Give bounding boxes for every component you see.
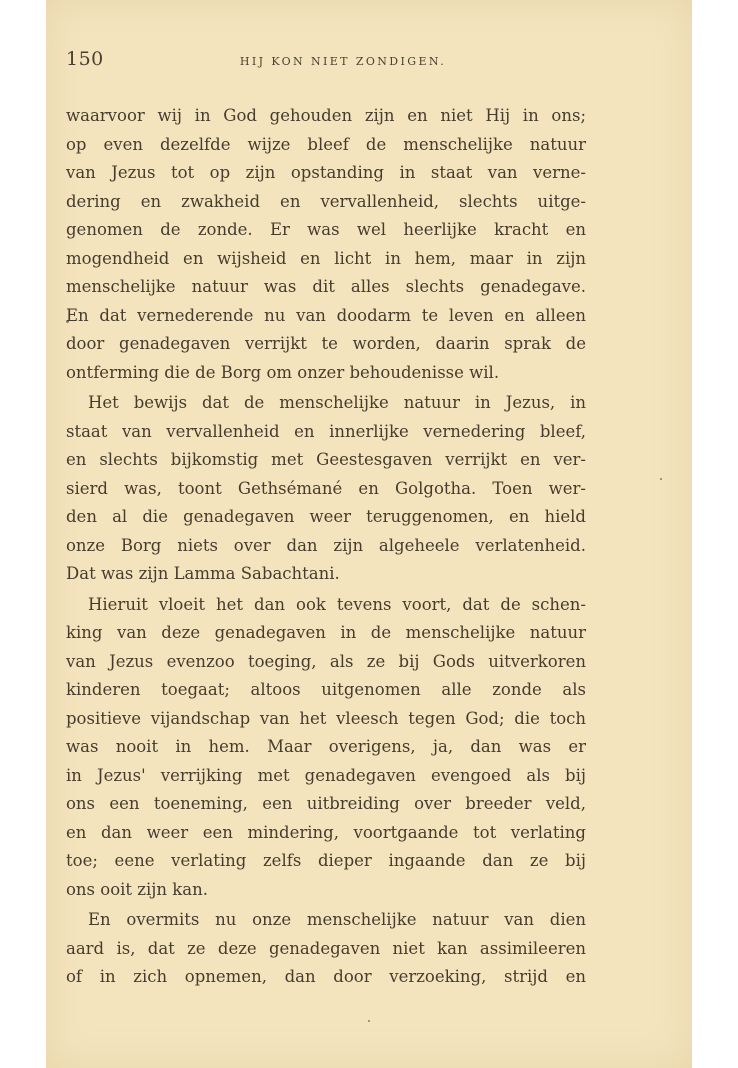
paragraph bbox=[66, 389, 586, 589]
text-line: van Jezus tot op zijn opstanding in staat van verne- bbox=[66, 163, 586, 182]
text-line: Hieruit vloeit het dan ook tevens voort, dat de schen- bbox=[88, 594, 586, 614]
paper-speck bbox=[368, 1020, 370, 1022]
paper-speck bbox=[660, 478, 662, 480]
text-line: sierd was, toont Gethsémané en Golgotha. Toen wer- bbox=[66, 478, 586, 498]
text-line: En overmits nu onze menschelijke natuur van dien bbox=[88, 910, 586, 929]
text-line: staat van vervallenheid en innerlijke vernedering bleef, bbox=[66, 421, 586, 441]
text-line: aard is, dat ze deze genadegaven niet kan assimileeren bbox=[66, 938, 586, 958]
paragraph bbox=[66, 102, 586, 387]
text-line: op even dezelfde wijze bleef de menschelijke natuur bbox=[66, 134, 586, 154]
text-line: dering en zwakheid en vervallenheid, slechts uitge- bbox=[66, 191, 586, 211]
page-number: 150 bbox=[66, 48, 104, 70]
text-line: van Jezus evenzoo toeging, als ze bij Gods uitverkoren bbox=[66, 651, 586, 671]
text-line: ons een toeneming, een uitbreiding over breeder veld, bbox=[66, 794, 586, 813]
text-line: was nooit in hem. Maar overigens, ja, dan was er bbox=[66, 737, 586, 756]
text-line: mogendheid en wijsheid en licht in hem, maar in zijn bbox=[66, 248, 586, 268]
paragraph bbox=[66, 906, 586, 992]
text-line: ons ooit zijn kan. bbox=[66, 879, 208, 899]
page-header bbox=[66, 48, 586, 74]
text-line: En dat vernederende nu van doodarm te leven en alleen bbox=[66, 305, 586, 325]
text-line: Dat was zijn Lamma Sabachtani. bbox=[66, 564, 340, 583]
paragraph bbox=[66, 591, 586, 905]
text-line: door genadegaven verrijkt te worden, daarin sprak de bbox=[66, 334, 586, 353]
text-line: toe; eene verlating zelfs dieper ingaande dan ze bij bbox=[66, 851, 586, 870]
text-line: kinderen toegaat; altoos uitgenomen alle zonde als bbox=[66, 680, 586, 699]
text-line: positieve vijandschap van het vleesch tegen God; die toch bbox=[66, 708, 586, 728]
running-title: HIJ KON NIET ZONDIGEN. bbox=[239, 55, 447, 68]
text-line: in Jezus' verrijking met genadegaven evengoed als bij bbox=[66, 765, 586, 785]
text-line: genomen de zonde. Er was wel heerlijke kracht en bbox=[66, 220, 586, 239]
text-line: king van deze genadegaven in de menschelijke natuur bbox=[66, 623, 586, 642]
text-line: waarvoor wij in God gehouden zijn en niet Hij in ons; bbox=[66, 106, 586, 125]
text-line: en slechts bijkomstig met Geestesgaven verrijkt en ver- bbox=[66, 450, 586, 469]
text-line: ontferming die de Borg om onzer behoudenisse wil. bbox=[66, 362, 500, 382]
text-line: en dan weer een mindering, voortgaande tot verlating bbox=[66, 822, 586, 842]
text-line: menschelijke natuur was dit alles slechts genadegave. bbox=[66, 277, 586, 296]
text-line: den al die genadegaven weer teruggenomen, en hield bbox=[66, 507, 586, 526]
text-line: onze Borg niets over dan zijn algeheele verlatenheid. bbox=[66, 535, 586, 555]
body-text bbox=[66, 102, 586, 992]
text-line: Het bewijs dat de menschelijke natuur in Jezus, in bbox=[88, 393, 586, 412]
text-line: of in zich opnemen, dan door verzoeking, strijd en bbox=[66, 967, 586, 986]
